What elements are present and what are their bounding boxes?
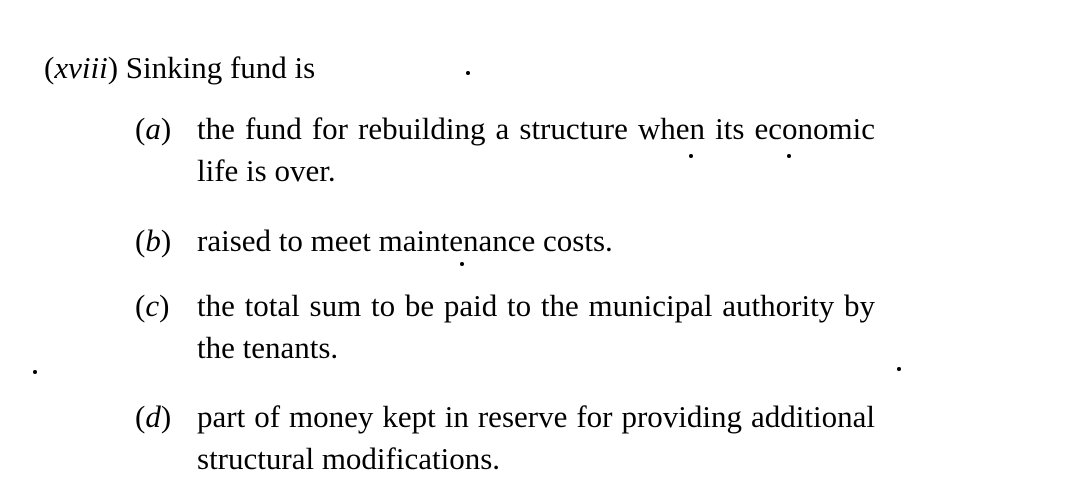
option-a-label: (a) <box>135 111 172 146</box>
option-c-label: (c) <box>135 288 170 323</box>
question-text: Sinking fund is <box>125 50 316 85</box>
option-c <box>135 285 875 369</box>
option-c-text: the total sum to be paid to the municipal authority by the tenants. <box>197 288 875 365</box>
option-d-text: part of money kept in reserve for providing additional structural modifications. <box>197 399 875 476</box>
scan-speck <box>33 370 37 374</box>
option-a-text: the fund for rebuilding a structure when its economic life is over. <box>197 111 875 188</box>
option-d <box>135 396 875 480</box>
scan-speck <box>897 367 901 371</box>
scan-speck <box>460 262 464 266</box>
option-b-label: (b) <box>135 223 172 258</box>
option-a <box>135 108 875 192</box>
question-stem: (xviii) Sinking fund is <box>44 50 316 85</box>
option-b <box>135 220 875 262</box>
scan-speck <box>466 71 470 75</box>
scan-speck <box>787 154 791 158</box>
question-number: xviii <box>54 50 108 85</box>
option-b-text: raised to meet maintenance costs. <box>197 223 613 258</box>
scan-speck <box>689 154 693 158</box>
option-d-label: (d) <box>135 399 172 434</box>
